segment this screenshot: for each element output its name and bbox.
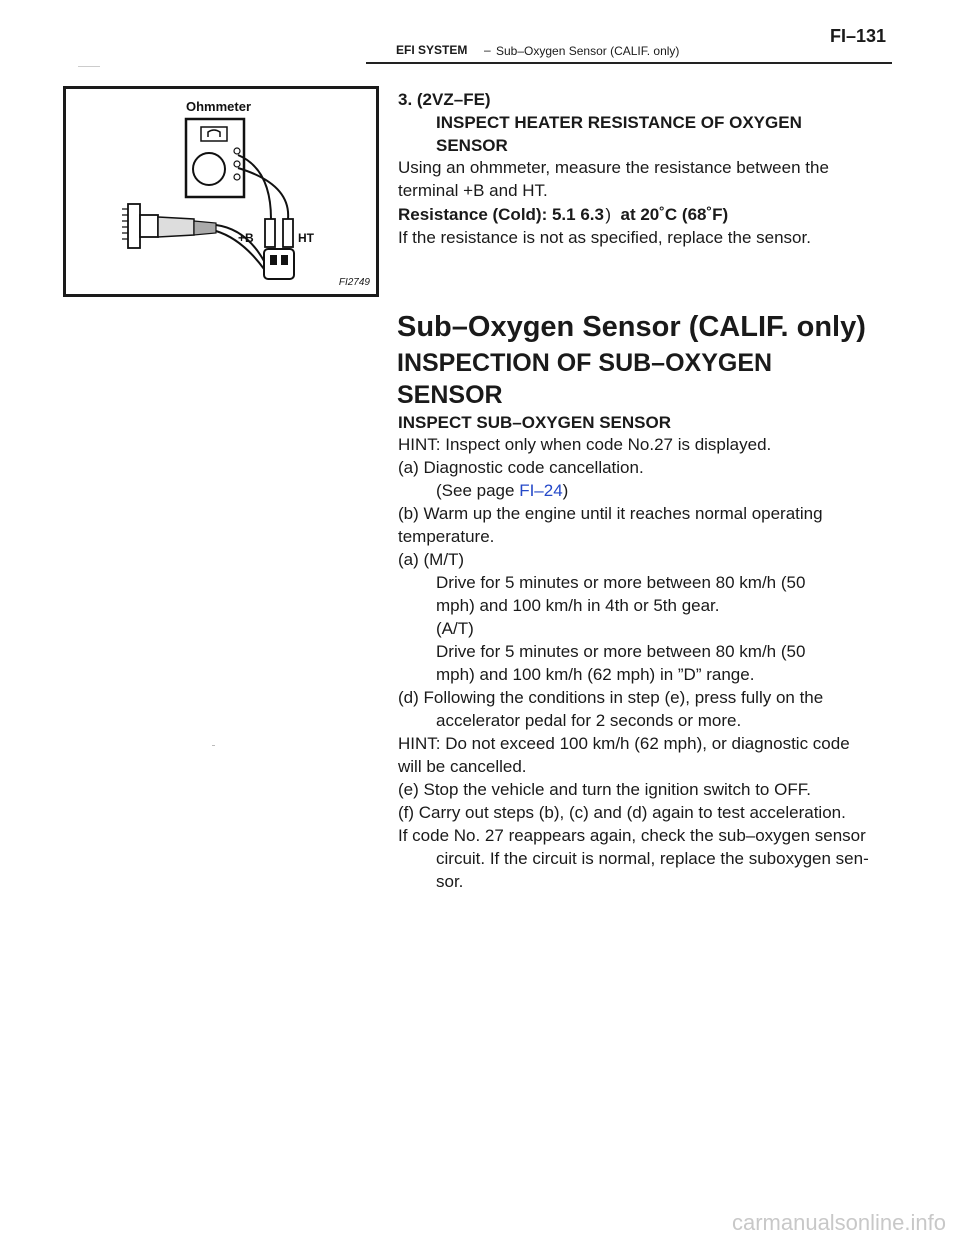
hint-text-2-cont: will be cancelled. <box>398 757 527 776</box>
step-c-mt-cont: mph) and 100 km/h in 4th or 5th gear. <box>436 596 720 615</box>
header-rule <box>366 62 892 64</box>
step-f: (f) Carry out steps (b), (c) and (d) again to test acceleration. <box>398 803 846 822</box>
step-b: (b) Warm up the engine until it reaches normal operating <box>398 504 823 523</box>
step-c-at-cont: mph) and 100 km/h (62 mph) in ”D” range. <box>436 665 755 684</box>
step-note: If the resistance is not as specified, replace the sensor. <box>398 228 811 247</box>
step-c-head: (a) (M/T) <box>398 550 465 569</box>
see-prefix: (See page <box>436 481 520 500</box>
step-title-cont: SENSOR <box>436 136 508 155</box>
spec-temperature: at 20˚C (68˚F) <box>620 205 729 224</box>
header-separator: – <box>484 43 491 57</box>
see-page <box>436 479 568 502</box>
see-suffix: ) <box>562 481 569 500</box>
step-body-cont: terminal +B and HT. <box>398 181 548 200</box>
step-a: (a) Diagnostic code cancellation. <box>398 458 644 477</box>
step-c-mt: Drive for 5 minutes or more between 80 km/h (50 <box>436 573 806 592</box>
hint-text: HINT: Inspect only when code No.27 is displayed. <box>398 435 772 454</box>
resistance-spec: Resistance (Cold): 5.1 6.3 ) at 20˚C (68˚F) <box>398 205 729 224</box>
ohmmeter-figure <box>63 86 379 297</box>
watermark: carmanualsonline.info <box>731 1210 946 1235</box>
inspect-subhead: INSPECT SUB–OXYGEN SENSOR <box>398 413 672 432</box>
section-name: EFI SYSTEM <box>396 43 468 57</box>
step-c-at-head: (A/T) <box>436 619 474 638</box>
page-link[interactable]: FI–24 <box>519 481 563 500</box>
figure-code: FI2749 <box>338 277 370 288</box>
step-d: (d) Following the conditions in step (e), press fully on the <box>398 688 824 707</box>
scan-speck <box>212 745 215 746</box>
page-number: FI–131 <box>830 26 887 46</box>
step-g: If code No. 27 reappears again, check the sub–oxygen sensor <box>398 826 866 845</box>
inspection-title-cont: SENSOR <box>397 381 503 409</box>
hint-text-2: HINT: Do not exceed 100 km/h (62 mph), or diagnostic code <box>398 734 850 753</box>
terminal-b-label: +B <box>238 231 254 245</box>
step-body: Using an ohmmeter, measure the resistance between the <box>398 158 829 177</box>
meter-label: Ohmmeter <box>186 99 252 114</box>
step-e: (e) Stop the vehicle and turn the ignition switch to OFF. <box>398 780 811 799</box>
section-title: Sub–Oxygen Sensor (CALIF. only) <box>397 311 866 343</box>
step-g-cont: circuit. If the circuit is normal, replace the suboxygen sen- <box>436 849 869 868</box>
step-d-cont: accelerator pedal for 2 seconds or more. <box>436 711 742 730</box>
ohmmeter-illustration <box>66 89 376 294</box>
step-title: INSPECT HEATER RESISTANCE OF OXYGEN <box>436 113 802 132</box>
step-g-cont-2: sor. <box>436 872 464 891</box>
step-number: 3. (2VZ–FE) <box>398 90 491 109</box>
step-c-at: Drive for 5 minutes or more between 80 km/h (50 <box>436 642 806 661</box>
spec-value: Resistance (Cold): 5.1 6.3 <box>398 205 604 224</box>
header-subtitle: Sub–Oxygen Sensor (CALIF. only) <box>496 44 680 58</box>
step-b-cont: temperature. <box>398 527 495 546</box>
inspection-title: INSPECTION OF SUB–OXYGEN <box>397 349 773 377</box>
scan-mark <box>78 66 100 67</box>
terminal-ht-label: HT <box>298 231 314 245</box>
